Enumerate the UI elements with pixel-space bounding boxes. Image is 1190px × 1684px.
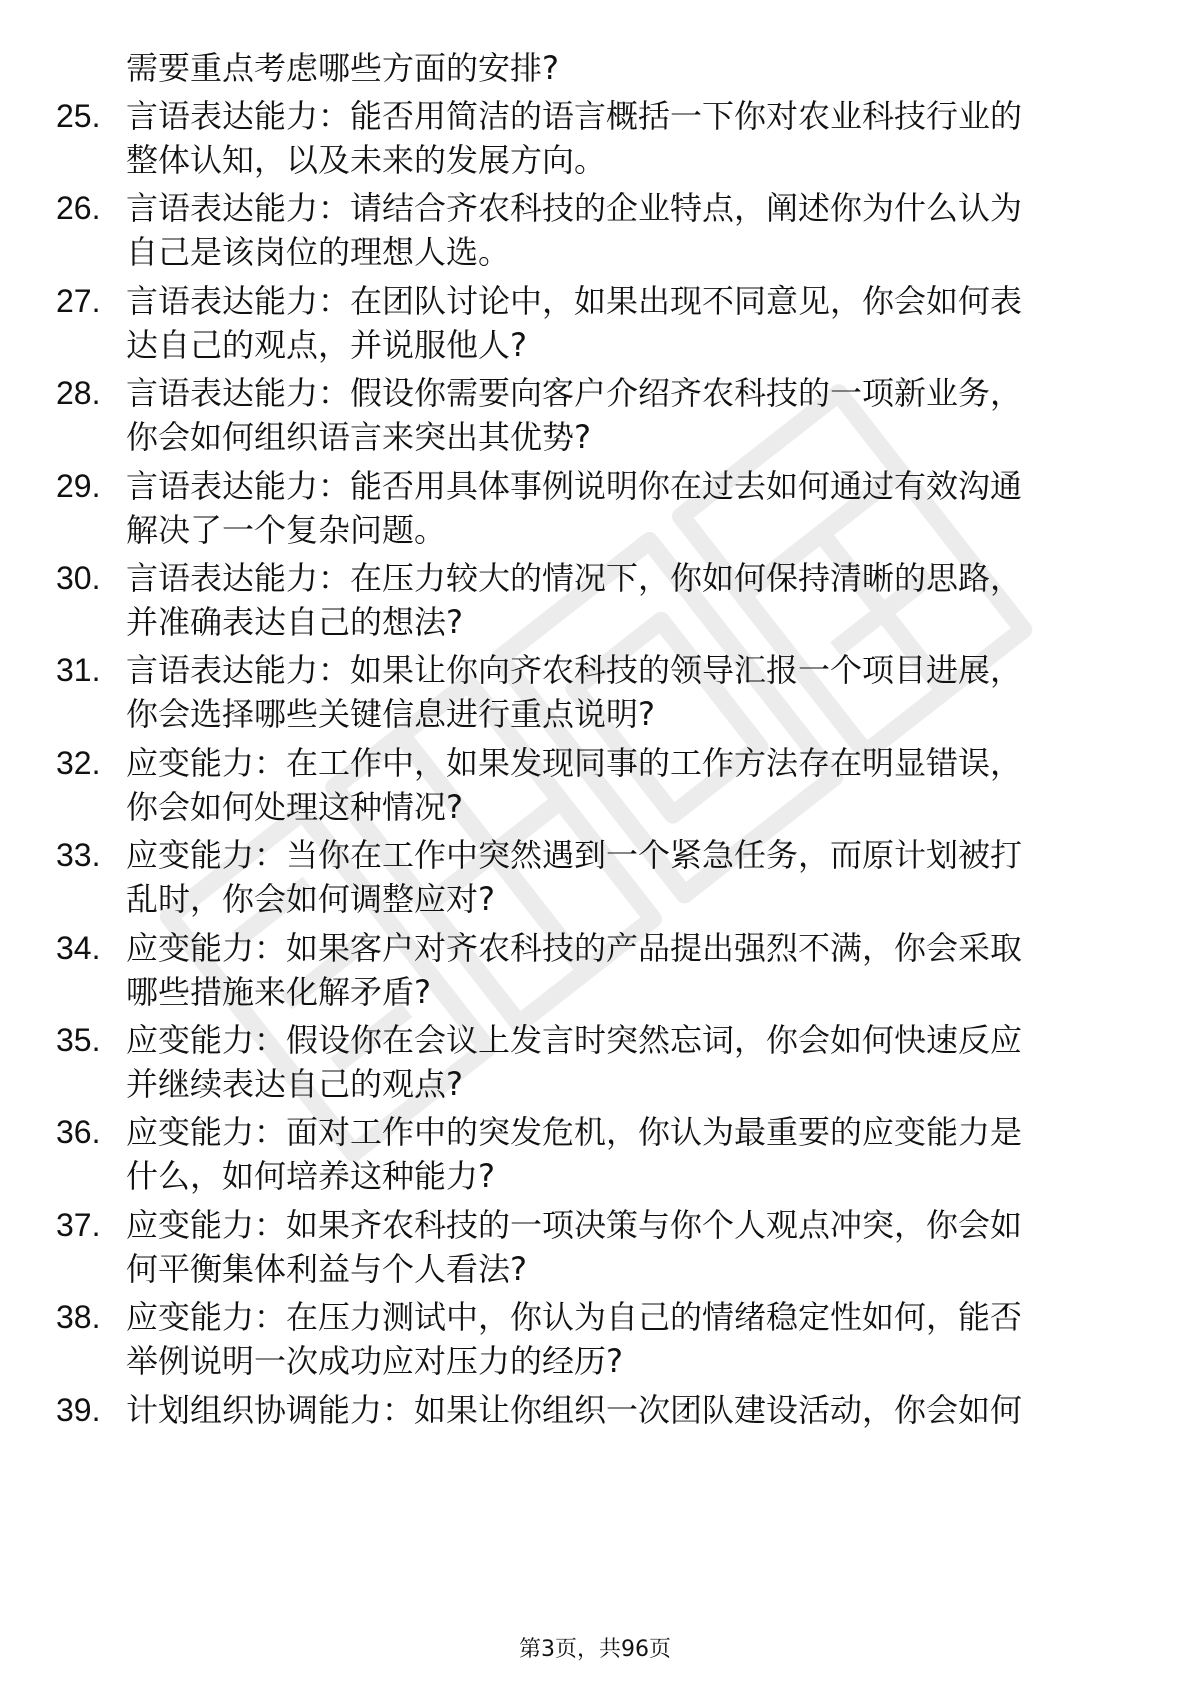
question-text-line-1: 言语表达能力：在团队讨论中，如果出现不同意见，你会如何表: [126, 281, 1023, 320]
question-text-line-2: 并继续表达自己的观点?: [126, 1065, 463, 1103]
question-number: 30.: [56, 560, 101, 596]
question-text-line-2: 哪些措施来化解矛盾?: [126, 972, 431, 1011]
question-text-line-1: 应变能力：在工作中，如果发现同事的工作方法存在明显错误，: [126, 743, 1023, 782]
question-number: 39.: [56, 1391, 101, 1428]
question-number: 32.: [56, 744, 101, 781]
question-text-line-1: 言语表达能力：请结合齐农科技的企业特点，阐述你为什么认为: [126, 189, 1023, 228]
question-text-line-1: 应变能力：如果客户对齐农科技的产品提出强烈不满，你会采取: [126, 928, 1023, 967]
page-footer: 第3页，共96页: [519, 1637, 671, 1662]
question-text-line-1: 应变能力：面对工作中的突发危机，你认为最重要的应变能力是: [126, 1113, 1023, 1152]
question-text-line-2: 何平衡集体利益与个人看法?: [126, 1249, 527, 1288]
question-text-line-1: 应变能力：假设你在会议上发言时突然忘词，你会如何快速反应: [126, 1021, 1023, 1059]
question-text-line-2: 自己是该岗位的理想人选。: [126, 233, 511, 272]
question-number: 35.: [56, 1022, 101, 1058]
question-number: 28.: [56, 375, 101, 412]
question-text-line-2: 你会如何组织语言来突出其优势?: [126, 418, 591, 457]
question-text-line-2: 乱时，你会如何调整应对?: [126, 880, 495, 919]
question-text-line-2: 什么，如何培养这种能力?: [126, 1157, 495, 1196]
question-item: [0, 186, 1190, 276]
question-item: [0, 1295, 1190, 1385]
question-item: [0, 648, 1190, 738]
question-item: [0, 556, 1190, 646]
question-number: 38.: [56, 1299, 101, 1336]
question-text-line-1: 应变能力：如果齐农科技的一项决策与你个人观点冲突，你会如: [126, 1205, 1023, 1244]
question-text-line-2: 整体认知，以及未来的发展方向。: [126, 141, 607, 179]
question-number: 26.: [56, 190, 101, 227]
question-item: [0, 464, 1190, 554]
question-number: 31.: [56, 652, 101, 689]
question-text-line-1: 言语表达能力：假设你需要向客户介绍齐农科技的一项新业务，: [126, 374, 1023, 413]
continuation-line: 需要重点考虑哪些方面的安排?: [126, 49, 559, 87]
question-item: [0, 94, 1190, 184]
question-text-line-1: 计划组织协调能力：如果让你组织一次团队建设活动，你会如何: [126, 1390, 1023, 1429]
question-text-line-2: 达自己的观点，并说服他人?: [126, 325, 527, 364]
question-text-line-1: 言语表达能力：在压力较大的情况下，你如何保持清晰的思路，: [126, 559, 1023, 597]
question-number: 27.: [56, 282, 101, 319]
question-item: [0, 741, 1190, 831]
question-text-line-2: 你会选择哪些关键信息进行重点说明?: [126, 695, 655, 734]
question-number: 36.: [56, 1114, 101, 1151]
question-item: [0, 1110, 1190, 1200]
question-text-line-2: 解决了一个复杂问题。: [126, 510, 447, 549]
question-item: [0, 1388, 1190, 1478]
question-text-line-2: 你会如何处理这种情况?: [126, 787, 463, 826]
question-number: 29.: [56, 467, 101, 504]
question-number: 25.: [56, 98, 101, 134]
question-text-line-1: 应变能力：在压力测试中，你认为自己的情绪稳定性如何，能否: [126, 1298, 1023, 1337]
question-text-line-2: 并准确表达自己的想法?: [126, 603, 463, 641]
question-text-line-1: 应变能力：当你在工作中突然遇到一个紧急任务，而原计划被打: [126, 836, 1023, 875]
question-number: 37.: [56, 1206, 101, 1243]
question-number: 34.: [56, 929, 101, 966]
question-item: [0, 833, 1190, 923]
question-number: 33.: [56, 837, 101, 874]
question-text-line-1: 言语表达能力：能否用具体事例说明你在过去如何通过有效沟通: [126, 466, 1023, 505]
question-item: [0, 279, 1190, 369]
question-item: [0, 926, 1190, 1016]
question-text-line-1: 言语表达能力：如果让你向齐农科技的领导汇报一个项目进展，: [126, 651, 1023, 690]
question-item: [0, 1203, 1190, 1293]
question-item: [0, 1018, 1190, 1108]
question-item: [0, 371, 1190, 461]
question-text-line-1: 言语表达能力：能否用简洁的语言概括一下你对农业科技行业的: [126, 97, 1023, 135]
question-text-line-2: 举例说明一次成功应对压力的经历?: [126, 1342, 623, 1381]
